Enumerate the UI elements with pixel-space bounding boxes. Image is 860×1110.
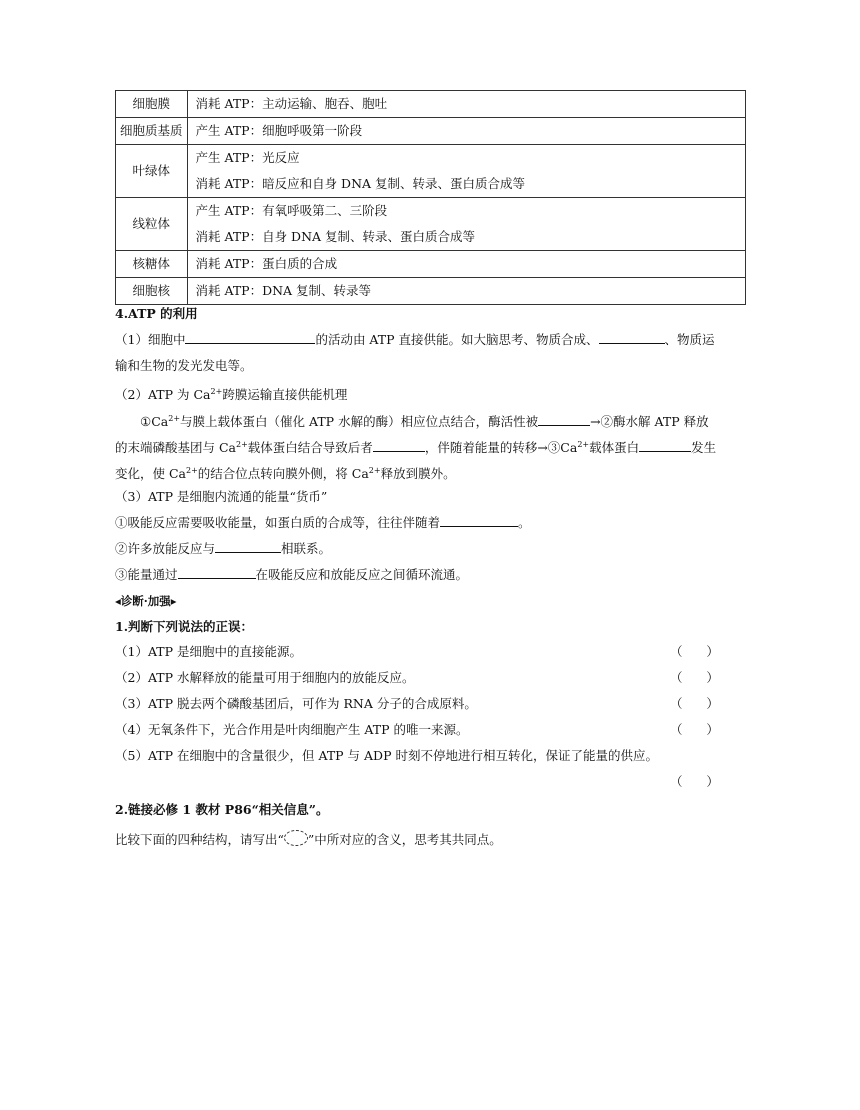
detail-line: 产生 ATP：有氧呼吸第二、三阶段: [195, 203, 388, 218]
text: 载体蛋白结合导致后者: [247, 440, 373, 455]
answer-parens[interactable]: （ ）: [670, 644, 719, 659]
detail-line: 产生 ATP：光反应: [195, 150, 300, 165]
organelle-name: 叶绿体: [116, 145, 188, 198]
fill-blank[interactable]: [185, 331, 315, 344]
judgment-item: （5）ATP 在细胞中的含量很少，但 ATP 与 ADP 时刻不停地进行相互转化，保证了能量的供应。: [115, 748, 658, 763]
text: 。: [518, 515, 531, 530]
text: 、物质运: [664, 332, 715, 347]
text: 变化，使 Ca: [115, 466, 186, 481]
paragraph-line: [115, 540, 331, 558]
fill-blank[interactable]: [538, 413, 590, 426]
text: 在吸能反应和放能反应之间循环流通。: [255, 567, 469, 582]
text: 2.链接必修 1 教材 P86“相关信息”。: [115, 802, 329, 817]
table-row: [116, 278, 746, 305]
organelle-name: 核糖体: [116, 251, 188, 278]
detail-line: 消耗 ATP：DNA 复制、转录等: [195, 283, 372, 298]
table-row: [116, 198, 746, 251]
organelle-name: 线粒体: [116, 198, 188, 251]
paragraph-line: [115, 566, 468, 584]
detail-line: 消耗 ATP：主动运输、胞吞、胞吐: [195, 96, 388, 111]
answer-parens[interactable]: （ ）: [670, 722, 719, 737]
paragraph-line: 输和生物的发光发电等。: [115, 358, 253, 373]
text: 比较下面的四种结构，请写出“: [115, 832, 284, 847]
organelle-detail: [187, 278, 745, 305]
organelle-atp-table: [115, 90, 746, 305]
text: 的结合位点转向膜外侧，将 Ca: [197, 466, 369, 481]
answer-parens[interactable]: （ ）: [670, 670, 719, 685]
judgment-item: （1）ATP 是细胞中的直接能源。: [115, 644, 303, 659]
fill-blank[interactable]: [373, 439, 425, 452]
paragraph-line: [115, 383, 347, 404]
paragraph-line: [115, 436, 716, 457]
text: 相联系。: [281, 541, 332, 556]
paragraph-line: [115, 830, 502, 849]
fill-blank[interactable]: [215, 540, 281, 553]
superscript: 2+: [186, 466, 198, 475]
superscript: 2+: [210, 387, 223, 396]
text: 的活动由 ATP 直接供能。如大脑思考、物质合成、: [315, 332, 599, 347]
text: 跨膜运输直接供能机理: [222, 387, 348, 402]
text: →②酶水解 ATP 释放: [590, 414, 709, 429]
superscript: 2+: [168, 414, 181, 423]
table-row: [116, 251, 746, 278]
text: （1）细胞中: [115, 332, 186, 347]
section-heading: 4.ATP 的利用: [115, 306, 198, 321]
detail-line: 消耗 ATP：自身 DNA 复制、转录、蛋白质合成等: [195, 229, 476, 244]
organelle-name: 细胞膜: [116, 91, 188, 118]
text: ，伴随着能量的转移→③Ca: [424, 440, 578, 455]
organelle-detail: [187, 198, 745, 251]
answer-parens[interactable]: （ ）: [670, 774, 719, 789]
organelle-detail: [187, 91, 745, 118]
detail-line: 消耗 ATP：蛋白质的合成: [195, 256, 338, 271]
text: ①吸能反应需要吸收能量，如蛋白质的合成等，往往伴随着: [115, 515, 441, 530]
organelle-detail: [187, 118, 745, 145]
superscript: 2+: [577, 440, 590, 449]
organelle-name: 细胞质基质: [116, 118, 188, 145]
answer-parens[interactable]: （ ）: [670, 696, 719, 711]
text: （2）ATP 为 Ca: [115, 387, 211, 402]
organelle-detail: [187, 251, 745, 278]
text: 的末端磷酸基团与 Ca: [115, 440, 236, 455]
table-row: [116, 145, 746, 198]
superscript: 2+: [368, 466, 381, 475]
fill-blank[interactable]: [178, 566, 256, 579]
detail-line: 产生 ATP：细胞呼吸第一阶段: [195, 123, 363, 138]
text: 载体蛋白: [589, 440, 640, 455]
superscript: 2+: [236, 440, 248, 449]
text: 1.判断下列说法的正误：: [115, 619, 254, 634]
organelle-detail: [187, 145, 745, 198]
judgment-item: （3）ATP 脱去两个磷酸基团后，可作为 RNA 分子的合成原料。: [115, 696, 477, 711]
paragraph-line: [140, 410, 709, 431]
judgment-item: （4）无氧条件下，光合作用是叶肉细胞产生 ATP 的唯一来源。: [115, 722, 469, 737]
question-title: [115, 618, 253, 636]
fill-blank[interactable]: [639, 439, 691, 452]
question-title: [115, 801, 328, 819]
text: 释放到膜外。: [380, 466, 456, 481]
judgment-item: （2）ATP 水解释放的能量可用于细胞内的放能反应。: [115, 670, 415, 685]
text: ”中所对应的含义，思考其共同点。: [307, 832, 502, 847]
organelle-name: 细胞核: [116, 278, 188, 305]
table-row: [116, 118, 746, 145]
dashed-circle-icon: [284, 830, 308, 846]
paragraph-line: [115, 331, 715, 349]
text: ①Ca: [140, 414, 169, 429]
text: ②许多放能反应与: [115, 541, 216, 556]
paragraph-line: （3）ATP 是细胞内流通的能量“货币”: [115, 489, 328, 504]
text: 与膜上载体蛋白（催化 ATP 水解的酶）相应位点结合，酶活性被: [180, 414, 539, 429]
text: ③能量通过: [115, 567, 178, 582]
text: 发生: [691, 440, 717, 455]
fill-blank[interactable]: [440, 514, 518, 527]
fill-blank[interactable]: [599, 331, 665, 344]
diagnosis-heading: ◂诊断·加强▸: [115, 594, 177, 608]
paragraph-line: [115, 514, 531, 532]
detail-line: 消耗 ATP：暗反应和自身 DNA 复制、转录、蛋白质合成等: [195, 176, 526, 191]
paragraph-line: [115, 462, 456, 483]
table-row: [116, 91, 746, 118]
